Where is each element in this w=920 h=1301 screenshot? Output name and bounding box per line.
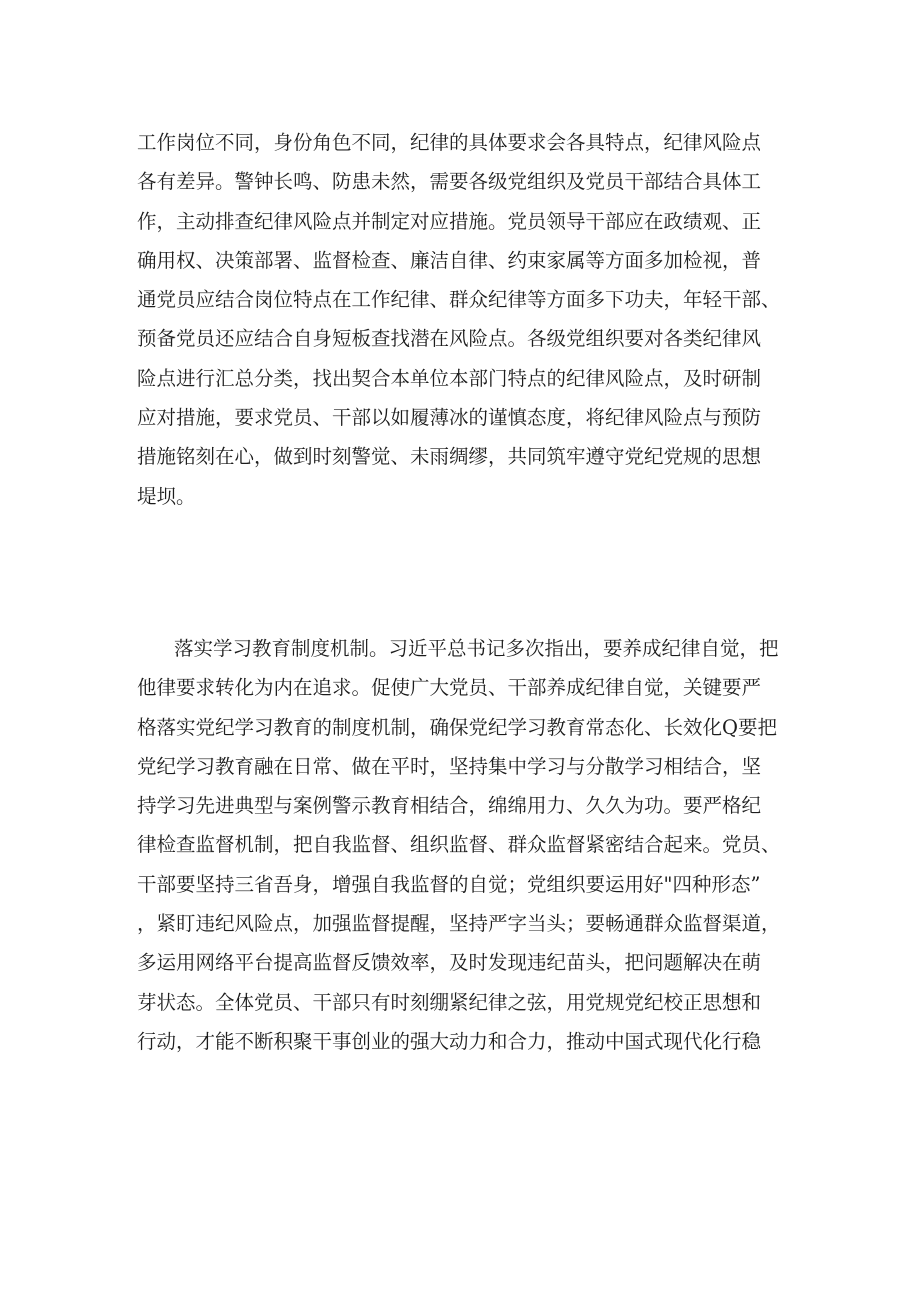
text-line: 各有差异。警钟长鸣、防患未然，需要各级党组织及党员干部结合具体工 [137, 170, 762, 194]
text-line: 多运用网络平台提高监督反馈效率，及时发现违纪苗头，把问题解决在萌 [137, 951, 762, 975]
text-line: 律检查监督机制，把自我监督、组织监督、群众监督紧密结合起来。党员、 [137, 833, 781, 857]
text-line: 格落实党纪学习教育的制度机制，确保党纪学习教育常态化、长效化Q要把 [137, 715, 777, 739]
text-line: 确用权、决策部署、监督检查、廉洁自律、约束家属等方面多加检视，普 [137, 248, 762, 272]
paragraph-education-mechanism [137, 629, 797, 1061]
text-line: ，紧盯违纪风险点，加强监督提醒，坚持严字当头；要畅通群众监督渠道， [137, 912, 781, 936]
text-line: 通党员应结合岗位特点在工作纪律、群众纪律等方面多下功夫，年轻干部、 [137, 288, 781, 312]
text-line: 措施铭刻在心，做到时刻警觉、未雨绸缪，共同筑牢遵守党纪党规的思想 [137, 445, 762, 469]
text-line: 预备党员还应结合自身短板查找潜在风险点。各级党组织要对各类纪律风 [137, 327, 762, 351]
text-line: 持学习先进典型与案例警示教育相结合，绵绵用力、久久为功。要严格纪 [137, 794, 762, 818]
text-line: 行动，才能不断积聚干事创业的强大动力和合力，推动中国式现代化行稳 [137, 1029, 762, 1053]
text-line: 芽状态。全体党员、干部只有时刻绷紧纪律之弦，用党规党纪校正思想和 [137, 990, 762, 1014]
text-line: 险点进行汇总分类，找出契合本单位本部门特点的纪律风险点，及时研制 [137, 366, 762, 390]
paragraph-discipline-risk-points [137, 123, 797, 516]
text-line: 落实学习教育制度机制。习近平总书记多次指出，要养成纪律自觉，把 [174, 637, 779, 660]
text-line: 干部要坚持三省吾身，增强自我监督的自觉；党组织要运用好"四种形态” [137, 872, 761, 896]
text-line: 工作岗位不同，身份角色不同，纪律的具体要求会各具特点，纪律风险点 [137, 131, 762, 154]
text-line: 他律要求转化为内在追求。促使广大党员、干部养成纪律自觉，关键要严 [137, 676, 762, 700]
text-line: 作，主动排查纪律风险点并制定对应措施。党员领导干部应在政绩观、正 [137, 209, 762, 233]
text-line: 堤坝。 [137, 484, 196, 508]
text-line: 党纪学习教育融在日常、做在平时，坚持集中学习与分散学习相结合，坚 [137, 754, 762, 778]
text-line: 应对措施，要求党员、干部以如履薄冰的谨慎态度，将纪律风险点与预防 [137, 406, 762, 430]
